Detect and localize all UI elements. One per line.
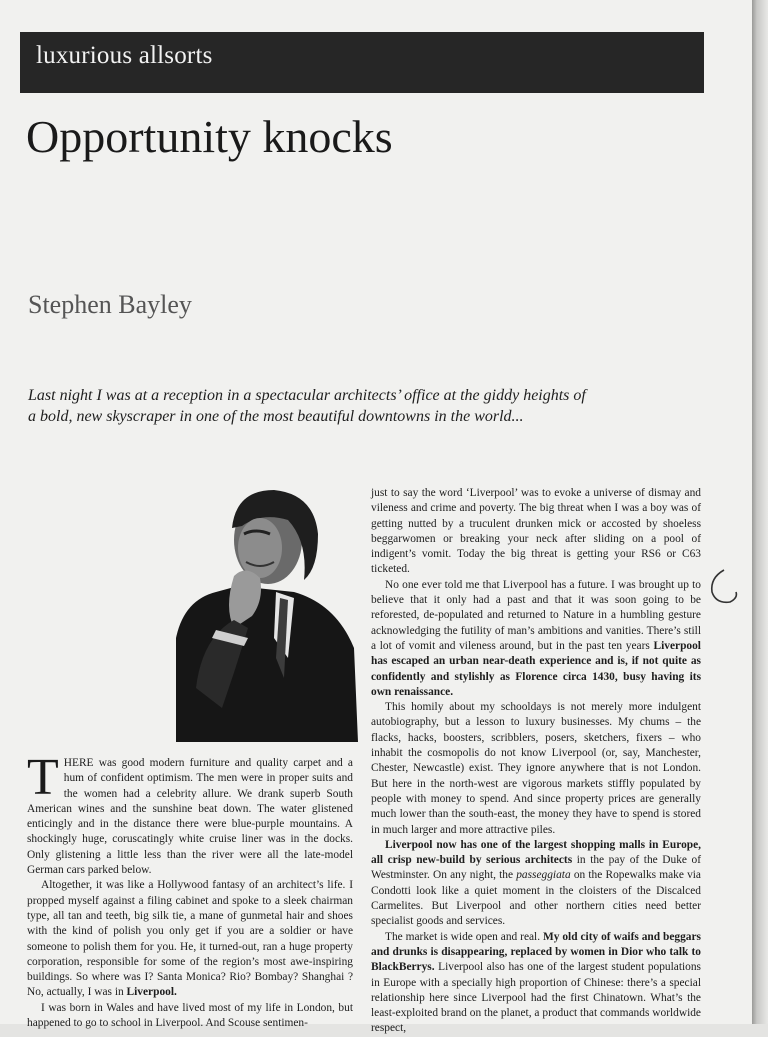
paragraph: I was born in Wales and have lived most of my life in London, but happened to go to school in Liverpool. And Scouse sentimen-	[27, 1001, 353, 1030]
paragraph: The market is wide open and real. My old city of waifs and beggars and drunks is disappearing, replaced by women in Dior who talk to BlackBerrys. Liverpool also has one of the largest student populations in Europe with a specially high proportion of Chinese: there’s a special relationship here since Liverpool had the first Chinatown. What’s the least-exploited brand on the planet, a product that commands worldwide respect,	[371, 930, 701, 1035]
paragraph: No one ever told me that Liverpool has a future. I was brought up to believe that it only had a past and that it was soon going to be reforested, de-populated and returned to Nature in a humbling gesture acknowledging the futility of man’s ambitions and vanities. There’s still a lot of vomit and vileness around, but in the past ten years Liverpool has escaped an urban near-death experience and is, if not quite as confidently and stylishly as Florence circa 1430, busy having its own renaissance.	[371, 578, 701, 698]
paragraph: This homily about my schooldays is not merely more indulgent autobiography, but a lesson to luxury businesses. My chums – the flacks, hacks, boosters, scribblers, posers, sketchers, fixers – who inhabit the cosmopolis do not know Liverpool (or, say, Manchester, Chester, Newcastle) exist. They ignore anywhere that is not London. But here in the north-west are vigorous markets stiffly populated by people with money to spend. And since property prices are generally much lower than the south-east, the money they have to spend is stored in much larger and more attractive piles.	[371, 701, 701, 836]
pull-highlight: Liverpool has escaped an urban near-death experience and is, if not quite as confidently and stylishly as Florence circa 1430, busy having its own renaissance.	[371, 639, 701, 698]
paragraph: THERE was good modern furniture and quality carpet and a hum of confident optimism. The men were in proper suits and the women had a celebrity allure. We drank superb South American wines and the sunshine beat down. The water glistened enticingly and in the distance there were blue-purple mountains. A shockingly huge, coruscatingly white cruise liner was in the docks. Only glistening a little less than the river were all the late-model German cars parked below.	[27, 749, 353, 877]
article-title: Opportunity knocks	[26, 111, 393, 162]
paragraph: Liverpool now has one of the largest shopping malls in Europe, all crisp new-build by serious architects in the pay of the Duke of Westminster. On any night, the passeggiata on the Ropewalks make via Condotti look like a quiet moment in the cloisters of the Discalced Carmelites. But Liverpool and other northern cities need better specialist goods and services.	[371, 838, 702, 928]
paragraph: Altogether, it was like a Hollywood fantasy of an architect’s life. I propped myself against a filing cabinet and spoke to a sleek chairman type, all tan and teeth, big silk tie, a mane of gunmetal hair and shoes with the kind of polish you only get if you are a soldier or have someone to polish them for you. He, it turned-out, ran a huge property corporation, responsible for some of the region’s most awe-inspiring buildings. So where was I? Santa Monica? Rio? Bombay? Shanghai ? No, actually, I was in Liverpool.	[27, 879, 353, 999]
page-edge	[752, 0, 768, 1024]
column-left	[27, 749, 353, 1031]
author-photo	[176, 488, 358, 742]
standfirst: Last night I was at a reception in a spectacular architects’ office at the giddy heights of a bold, new skyscraper in one of the most beautiful downtowns in the world...	[28, 387, 586, 425]
section-label: luxurious allsorts	[36, 42, 213, 69]
pen-mark-icon	[706, 568, 742, 608]
column-right	[371, 486, 701, 1037]
drop-cap: T	[27, 749, 59, 806]
author-byline: Stephen Bayley	[28, 290, 192, 319]
pull-highlight: Liverpool now has one of the largest shopping malls in Europe, all crisp new-build by serious architects	[371, 838, 701, 867]
pull-highlight: My old city of waifs and beggars and drunks is disappearing, replaced by women in Dior who talk to BlackBerrys.	[371, 930, 701, 974]
paragraph: just to say the word ‘Liverpool’ was to evoke a universe of dismay and vileness and crime and poverty. The big threat when I was a boy was of getting nutted by a truculent drunken mick or accosted by shoeless beggarwomen or breaking your neck after sliding on a pool of indigent’s vomit. Today the big threat is getting your RS6 or C63 ticketed.	[371, 487, 701, 576]
section-banner	[20, 32, 704, 93]
